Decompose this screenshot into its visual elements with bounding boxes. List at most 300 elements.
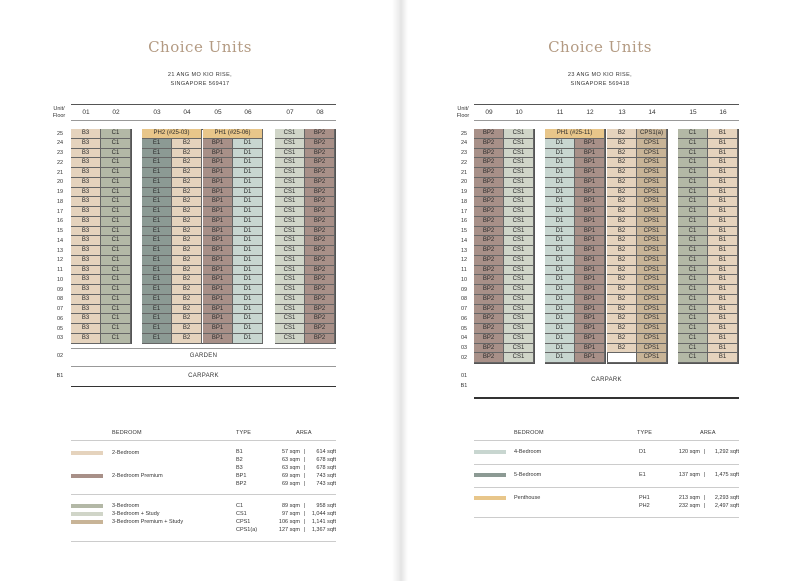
unit-cell: CS1 bbox=[504, 295, 534, 305]
legend-swatch bbox=[71, 474, 103, 478]
floor-label: 11 bbox=[461, 267, 467, 273]
unit-cell: B2 bbox=[172, 149, 202, 159]
floor-label: 14 bbox=[56, 237, 64, 244]
unit-cell: BP2 bbox=[474, 168, 504, 178]
legend-sqm: 69 sqm bbox=[281, 473, 300, 479]
unit-cell: CPS1 bbox=[637, 217, 667, 227]
floor-label: 18 bbox=[460, 198, 468, 205]
header-rule bbox=[71, 104, 336, 105]
unit-cell: D1 bbox=[545, 285, 575, 295]
column-header: 10 bbox=[515, 109, 523, 116]
unit-cell: BP1 bbox=[575, 334, 605, 344]
unit-cell: BP1 bbox=[203, 158, 233, 168]
unit-cell: BP2 bbox=[305, 236, 335, 246]
unit-cell: C1 bbox=[678, 275, 708, 285]
floor-label: 02 bbox=[460, 354, 468, 361]
unit-cell: CS1 bbox=[504, 314, 534, 324]
unit-cell: BP1 bbox=[575, 295, 605, 305]
unit-cell: C1 bbox=[101, 158, 131, 168]
unit-cell: B2 bbox=[607, 305, 637, 315]
legend-rule bbox=[71, 541, 336, 542]
floor-label: 24 bbox=[56, 140, 64, 147]
unit-cell: B3 bbox=[71, 188, 101, 198]
floor-label: 23 bbox=[460, 150, 468, 156]
legend-bedroom: 3-Bedroom Premium + Study bbox=[112, 519, 184, 525]
unit-cell: B3 bbox=[71, 149, 101, 159]
unit-cell: CPS1 bbox=[637, 305, 667, 315]
unit-cell: CPS1(a) bbox=[637, 129, 667, 139]
unit-cell: B2 bbox=[607, 256, 637, 266]
unit-cell: D1 bbox=[545, 158, 575, 168]
unit-cell: E1 bbox=[142, 305, 172, 315]
address-line: SINGAPORE 569418 bbox=[570, 81, 630, 87]
legend-sqft: 678 sqft bbox=[316, 457, 336, 463]
legend-bedroom: 4-Bedroom bbox=[514, 449, 542, 455]
unit-cell: C1 bbox=[101, 324, 131, 334]
unit-cell: B1 bbox=[708, 324, 738, 334]
unit-cell: C1 bbox=[678, 246, 708, 256]
unit-cell: D1 bbox=[233, 246, 263, 256]
unit-cell: BP2 bbox=[305, 334, 335, 344]
garden-label: GARDEN bbox=[189, 352, 218, 359]
unit-cell: C1 bbox=[101, 149, 131, 159]
unit-cell: B1 bbox=[708, 285, 738, 295]
unit-cell: B3 bbox=[71, 275, 101, 285]
unit-cell: B2 bbox=[607, 324, 637, 334]
floor-label: 07 bbox=[56, 306, 64, 312]
unit-cell: B1 bbox=[708, 275, 738, 285]
unit-cell: C1 bbox=[101, 188, 131, 198]
unit-cell: CS1 bbox=[275, 207, 305, 217]
unit-cell: CS1 bbox=[275, 256, 305, 266]
unit-cell: B2 bbox=[607, 227, 637, 237]
unit-cell: B2 bbox=[607, 207, 637, 217]
unit-cell: BP2 bbox=[474, 305, 504, 315]
unit-cell: CS1 bbox=[504, 334, 534, 344]
unit-cell: D1 bbox=[233, 217, 263, 227]
legend-sqft: 1,292 sqft bbox=[714, 449, 739, 455]
unit-cell: B1 bbox=[708, 246, 738, 256]
legend-sqm: 63 sqm bbox=[281, 465, 300, 471]
legend-sqft: 614 sqft bbox=[316, 449, 336, 455]
unit-cell: C1 bbox=[678, 314, 708, 324]
unit-cell: CS1 bbox=[504, 353, 534, 363]
unit-cell: B2 bbox=[172, 178, 202, 188]
legend-swatch bbox=[474, 450, 506, 454]
unit-cell: BP1 bbox=[575, 285, 605, 295]
unit-cell: CS1 bbox=[275, 149, 305, 159]
legend-sep: | bbox=[304, 503, 306, 509]
right-page bbox=[400, 0, 800, 581]
floor-label: 17 bbox=[56, 208, 64, 215]
unit-cell: BP2 bbox=[474, 256, 504, 266]
column-header: 05 bbox=[214, 109, 222, 116]
legend-bedroom: 5-Bedroom bbox=[514, 472, 542, 478]
unit-cell: C1 bbox=[101, 227, 131, 237]
unit-cell: CS1 bbox=[504, 266, 534, 276]
unit-cell: BP2 bbox=[474, 334, 504, 344]
unit-cell: B3 bbox=[71, 217, 101, 227]
unit-cell: BP2 bbox=[305, 207, 335, 217]
unit-cell: B2 bbox=[172, 275, 202, 285]
legend-sqft: 958 sqft bbox=[316, 503, 336, 509]
unit-cell: B2 bbox=[172, 139, 202, 149]
unit-cell: C1 bbox=[101, 256, 131, 266]
unit-cell: C1 bbox=[678, 256, 708, 266]
unit-cell: BP2 bbox=[305, 275, 335, 285]
legend-type: C1 bbox=[236, 503, 244, 509]
unit-cell: B2 bbox=[172, 236, 202, 246]
unit-cell: BP1 bbox=[575, 217, 605, 227]
unit-cell: B2 bbox=[607, 149, 637, 159]
unit-cell: D1 bbox=[545, 295, 575, 305]
floor-label: 10 bbox=[460, 276, 468, 283]
floor-label: 10 bbox=[56, 276, 64, 283]
unit-cell: B3 bbox=[71, 324, 101, 334]
unit-cell: CS1 bbox=[275, 285, 305, 295]
unit-cell: CPS1 bbox=[637, 178, 667, 188]
legend-sep: | bbox=[304, 465, 306, 471]
legend-sqft: 743 sqft bbox=[316, 473, 336, 479]
legend-header-bedroom: BEDROOM bbox=[514, 430, 544, 436]
unit-cell: BP2 bbox=[305, 217, 335, 227]
unit-cell: C1 bbox=[101, 139, 131, 149]
unit-cell: BP1 bbox=[575, 139, 605, 149]
unit-cell: CS1 bbox=[504, 129, 534, 139]
legend-sqft: 743 sqft bbox=[316, 481, 336, 487]
unit-cell: BP1 bbox=[203, 168, 233, 178]
unit-cell: C1 bbox=[678, 344, 708, 354]
unit-cell: BP1 bbox=[203, 236, 233, 246]
legend-swatch bbox=[71, 512, 103, 516]
unit-cell: CPS1 bbox=[637, 285, 667, 295]
unit-cell: E1 bbox=[142, 266, 172, 276]
unit-cell: BP2 bbox=[305, 324, 335, 334]
floor-label: 25 bbox=[460, 130, 468, 137]
unit-cell: B3 bbox=[71, 207, 101, 217]
unit-cell: CS1 bbox=[275, 275, 305, 285]
floor-label: 13 bbox=[460, 247, 468, 254]
legend-type: E1 bbox=[639, 472, 646, 478]
unit-cell: D1 bbox=[233, 236, 263, 246]
address-line: 21 ANG MO KIO RISE, bbox=[167, 72, 233, 78]
unit-cell: CS1 bbox=[504, 197, 534, 207]
unit-cell: BP2 bbox=[474, 207, 504, 217]
unit-cell: B2 bbox=[607, 158, 637, 168]
unit-cell: D1 bbox=[545, 266, 575, 276]
legend-sqm: 69 sqm bbox=[281, 481, 300, 487]
floor-label: 22 bbox=[56, 159, 64, 166]
legend-header-type: TYPE bbox=[637, 430, 653, 436]
unit-cell: B1 bbox=[708, 295, 738, 305]
unit-cell: D1 bbox=[545, 246, 575, 256]
unit-cell: B1 bbox=[708, 314, 738, 324]
legend-sqft: 1,044 sqft bbox=[311, 511, 336, 517]
floor-label: 11 bbox=[57, 267, 63, 273]
unit-cell: C1 bbox=[101, 275, 131, 285]
unit-cell: BP2 bbox=[474, 285, 504, 295]
legend-type: PH2 bbox=[639, 503, 650, 509]
unit-cell: BP1 bbox=[203, 266, 233, 276]
column-header: 13 bbox=[618, 109, 626, 116]
floor-label: 05 bbox=[56, 325, 64, 332]
unit-cell: BP1 bbox=[203, 295, 233, 305]
legend-bedroom: 2-Bedroom Premium bbox=[112, 473, 163, 479]
unit-cell: BP2 bbox=[305, 158, 335, 168]
unit-cell: CS1 bbox=[275, 197, 305, 207]
unit-cell: E1 bbox=[142, 149, 172, 159]
unit-cell: CS1 bbox=[504, 344, 534, 354]
unit-cell: D1 bbox=[545, 217, 575, 227]
unit-cell: BP2 bbox=[305, 129, 335, 139]
floor-label: 01 bbox=[460, 373, 468, 379]
unit-cell: BP1 bbox=[575, 188, 605, 198]
legend-sep: | bbox=[304, 473, 306, 479]
legend-type: PH1 bbox=[639, 495, 650, 501]
carpark-rule bbox=[71, 366, 336, 367]
legend-type: CPS1(a) bbox=[236, 527, 258, 533]
legend-swatch bbox=[71, 504, 103, 508]
legend-sqm: 213 sqm bbox=[678, 495, 700, 501]
page-title: Choice Units bbox=[548, 38, 652, 56]
unit-cell: B2 bbox=[172, 324, 202, 334]
unit-cell: B2 bbox=[172, 314, 202, 324]
unit-cell: B3 bbox=[71, 305, 101, 315]
unit-cell: BP2 bbox=[474, 324, 504, 334]
unit-cell: CS1 bbox=[275, 188, 305, 198]
unit-cell: C1 bbox=[678, 334, 708, 344]
legend-bedroom: 3-Bedroom bbox=[112, 503, 140, 509]
unit-cell: CPS1 bbox=[637, 295, 667, 305]
unit-cell: B2 bbox=[607, 344, 637, 354]
page-title: Choice Units bbox=[148, 38, 252, 56]
column-header: 15 bbox=[689, 109, 697, 116]
unit-cell: B2 bbox=[607, 139, 637, 149]
floor-label: 15 bbox=[56, 228, 64, 234]
unit-cell: BP1 bbox=[203, 227, 233, 237]
unit-cell: E1 bbox=[142, 314, 172, 324]
unit-cell: CS1 bbox=[275, 217, 305, 227]
unit-cell: D1 bbox=[545, 168, 575, 178]
unit-cell: BP1 bbox=[575, 227, 605, 237]
unit-cell: D1 bbox=[545, 139, 575, 149]
unit-cell: B1 bbox=[708, 197, 738, 207]
unit-cell: D1 bbox=[233, 207, 263, 217]
unit-cell: B1 bbox=[708, 188, 738, 198]
unit-cell: D1 bbox=[545, 178, 575, 188]
unit-cell: CPS1 bbox=[637, 168, 667, 178]
floor-label: 09 bbox=[56, 286, 64, 293]
page-gutter bbox=[392, 0, 408, 581]
floor-label: 22 bbox=[460, 159, 468, 166]
legend-rule bbox=[474, 440, 739, 441]
floor-label: 06 bbox=[460, 315, 468, 322]
floor-label: 15 bbox=[460, 228, 468, 234]
unit-cell: CS1 bbox=[504, 168, 534, 178]
unit-cell: B2 bbox=[607, 266, 637, 276]
unit-cell: BP1 bbox=[203, 256, 233, 266]
floor-label: 24 bbox=[460, 140, 468, 147]
unit-floor-label-line: Floor bbox=[52, 113, 66, 119]
unit-floor-label-line: Floor bbox=[456, 113, 470, 119]
unit-cell: BP1 bbox=[203, 246, 233, 256]
unit-cell: BP1 bbox=[575, 266, 605, 276]
carpark-rule-bold bbox=[474, 397, 739, 399]
unit-cell: CS1 bbox=[504, 139, 534, 149]
legend-rule bbox=[474, 464, 739, 465]
unit-cell: B3 bbox=[71, 158, 101, 168]
unit-cell: CPS1 bbox=[637, 266, 667, 276]
unit-cell: BP2 bbox=[305, 266, 335, 276]
garden-rule bbox=[71, 348, 336, 349]
unit-cell: CS1 bbox=[275, 139, 305, 149]
unit-cell: BP2 bbox=[474, 227, 504, 237]
unit-cell: D1 bbox=[233, 149, 263, 159]
legend-type: D1 bbox=[639, 449, 647, 455]
unit-cell: CPS1 bbox=[637, 149, 667, 159]
unit-cell: E1 bbox=[142, 188, 172, 198]
legend-bedroom: 2-Bedroom bbox=[112, 450, 140, 456]
legend-rule bbox=[71, 494, 336, 495]
legend-rule bbox=[71, 440, 336, 441]
unit-cell: BP2 bbox=[474, 246, 504, 256]
unit-cell: B3 bbox=[71, 334, 101, 344]
legend-rule bbox=[474, 517, 739, 518]
unit-cell: CPS1 bbox=[637, 256, 667, 266]
unit-cell: B2 bbox=[607, 188, 637, 198]
unit-cell: C1 bbox=[678, 188, 708, 198]
floor-label: 21 bbox=[460, 169, 468, 176]
unit-cell: BP2 bbox=[474, 266, 504, 276]
unit-cell: BP2 bbox=[305, 295, 335, 305]
unit-cell: D1 bbox=[545, 275, 575, 285]
unit-cell: E1 bbox=[142, 139, 172, 149]
unit-cell: BP1 bbox=[203, 334, 233, 344]
legend-sep: | bbox=[704, 472, 706, 478]
floor-label: 25 bbox=[56, 130, 64, 137]
legend-sqm: 63 sqm bbox=[281, 457, 300, 463]
legend-sep: | bbox=[304, 511, 306, 517]
unit-cell: B2 bbox=[172, 305, 202, 315]
unit-cell: CS1 bbox=[504, 305, 534, 315]
unit-cell: B2 bbox=[172, 197, 202, 207]
unit-floor-label-line: Unit/ bbox=[457, 106, 469, 112]
address bbox=[400, 71, 800, 89]
unit-cell: D1 bbox=[233, 197, 263, 207]
floor-label: 19 bbox=[56, 189, 64, 195]
unit-cell: C1 bbox=[678, 168, 708, 178]
unit-cell: BP1 bbox=[203, 149, 233, 159]
unit-cell: CS1 bbox=[504, 285, 534, 295]
unit-cell: D1 bbox=[233, 275, 263, 285]
unit-cell: BP2 bbox=[474, 129, 504, 139]
unit-cell: CPS1 bbox=[637, 236, 667, 246]
unit-cell: PH2 (#25-03) bbox=[142, 129, 202, 139]
unit-cell: B3 bbox=[71, 314, 101, 324]
unit-cell: BP2 bbox=[474, 217, 504, 227]
unit-cell: D1 bbox=[233, 139, 263, 149]
unit-cell: C1 bbox=[101, 178, 131, 188]
unit-cell: CS1 bbox=[275, 266, 305, 276]
unit-cell: BP2 bbox=[305, 314, 335, 324]
unit-cell: B2 bbox=[607, 295, 637, 305]
floor-label: 20 bbox=[460, 179, 468, 186]
unit-cell: B1 bbox=[708, 344, 738, 354]
legend-swatch bbox=[474, 496, 506, 500]
unit-cell: CS1 bbox=[275, 227, 305, 237]
unit-cell: C1 bbox=[101, 129, 131, 139]
unit-cell: E1 bbox=[142, 285, 172, 295]
floor-label: 23 bbox=[56, 150, 64, 156]
unit-cell: C1 bbox=[678, 295, 708, 305]
column-header: 16 bbox=[719, 109, 727, 116]
unit-cell: D1 bbox=[545, 149, 575, 159]
unit-cell: CS1 bbox=[275, 236, 305, 246]
unit-cell: B2 bbox=[607, 334, 637, 344]
unit-cell: BP2 bbox=[305, 139, 335, 149]
unit-cell: D1 bbox=[545, 256, 575, 266]
unit-cell: BP1 bbox=[203, 305, 233, 315]
header-rule bbox=[71, 120, 336, 121]
unit-cell: B2 bbox=[172, 158, 202, 168]
unit-cell: CPS1 bbox=[637, 139, 667, 149]
unit-cell: BP2 bbox=[305, 285, 335, 295]
unit-cell: C1 bbox=[678, 227, 708, 237]
unit-cell: BP1 bbox=[203, 217, 233, 227]
unit-cell: B2 bbox=[607, 197, 637, 207]
legend-sqm: 106 sqm bbox=[278, 519, 300, 525]
unit-cell: BP1 bbox=[575, 236, 605, 246]
unit-cell: BP2 bbox=[305, 305, 335, 315]
unit-cell: BP2 bbox=[474, 275, 504, 285]
unit-cell: D1 bbox=[233, 324, 263, 334]
unit-cell: C1 bbox=[101, 314, 131, 324]
carpark-rule-bold bbox=[71, 386, 336, 388]
unit-cell: B1 bbox=[708, 168, 738, 178]
column-header: 02 bbox=[112, 109, 120, 116]
unit-cell: B1 bbox=[708, 158, 738, 168]
floor-label: 19 bbox=[460, 189, 468, 195]
legend-sep: | bbox=[304, 519, 306, 525]
unit-cell: B3 bbox=[71, 246, 101, 256]
unit-cell: BP2 bbox=[474, 344, 504, 354]
unit-cell: BP1 bbox=[575, 178, 605, 188]
unit-cell: PH1 (#25-06) bbox=[203, 129, 263, 139]
unit-floor-label bbox=[452, 106, 474, 120]
unit-cell: B1 bbox=[708, 139, 738, 149]
unit-cell: D1 bbox=[233, 305, 263, 315]
legend-sep: | bbox=[704, 495, 706, 501]
unit-cell: CPS1 bbox=[637, 353, 667, 363]
legend-type: B1 bbox=[236, 449, 243, 455]
unit-cell: E1 bbox=[142, 236, 172, 246]
unit-cell: CPS1 bbox=[637, 246, 667, 256]
unit-cell: B1 bbox=[708, 129, 738, 139]
floor-label: 12 bbox=[56, 257, 64, 264]
legend-sqm: 127 sqm bbox=[278, 527, 300, 533]
unit-cell: C1 bbox=[101, 266, 131, 276]
column-header: 14 bbox=[648, 109, 656, 116]
unit-cell: C1 bbox=[678, 158, 708, 168]
unit-cell: D1 bbox=[545, 188, 575, 198]
unit-cell: CPS1 bbox=[637, 334, 667, 344]
legend-bedroom: 3-Bedroom + Study bbox=[112, 511, 160, 517]
unit-cell: CS1 bbox=[504, 217, 534, 227]
unit-cell: B2 bbox=[172, 334, 202, 344]
unit-cell: B1 bbox=[708, 217, 738, 227]
legend-header-area: AREA bbox=[700, 430, 716, 436]
unit-cell: CPS1 bbox=[637, 207, 667, 217]
